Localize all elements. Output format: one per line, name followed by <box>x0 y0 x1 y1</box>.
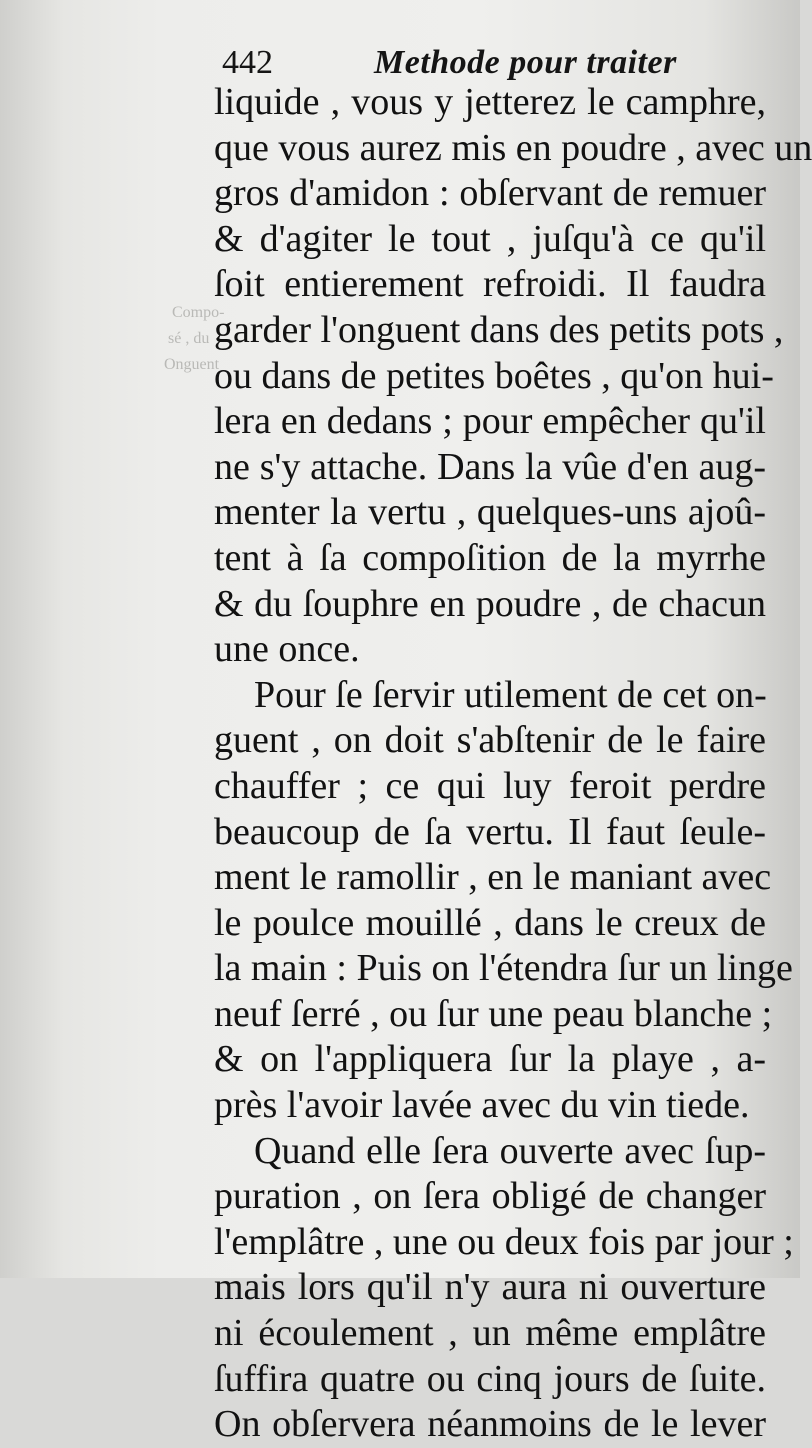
text-line: liquide , vous y jetterez le camphre, <box>214 81 766 123</box>
text-line: gros d'amidon : obſervant de remuer <box>214 172 766 215</box>
text-line: ment le ramollir , en le maniant avec <box>214 856 772 899</box>
paragraph <box>214 80 812 673</box>
paragraph <box>214 1129 794 1448</box>
text-line: près l'avoir lavée avec du vin tiede. <box>214 1084 750 1127</box>
text-line: neuf ſerré , ou ſur une peau blanche ; <box>214 992 773 1035</box>
body-text <box>214 80 812 1448</box>
text-line: le poulce mouillé , dans le creux de <box>214 901 766 944</box>
text-line: Quand elle ſera ouverte avec ſup- <box>254 1129 766 1172</box>
text-line: ne s'y attache. Dans la vûe d'en aug- <box>214 445 766 488</box>
paragraph <box>214 673 793 1129</box>
text-line: ou dans de petites boêtes , qu'on hui- <box>214 354 774 397</box>
page-number: 442 <box>222 44 273 81</box>
text-line: la main : Puis on l'étendra ſur un linge <box>214 947 793 990</box>
text-line: ni écoulement , un même emplâtre <box>214 1312 766 1355</box>
text-line: guent , on doit s'abſtenir de le faire <box>214 719 766 762</box>
text-line: & du ſouphre en poudre , de chacun <box>214 582 766 625</box>
text-line: & d'agiter le tout , juſqu'à ce qu'il <box>214 217 766 260</box>
text-line: une once. <box>214 628 360 671</box>
running-title: Methode pour traiter <box>374 44 677 81</box>
text-line: ſoit entierement refroidi. Il faudra <box>214 263 766 306</box>
text-line: Pour ſe ſervir utilement de cet on- <box>254 673 767 716</box>
text-line: mais lors qu'il n'y aura ni ouverture <box>214 1266 766 1309</box>
text-line: menter la vertu , quelques-uns ajoû- <box>214 491 766 534</box>
text-line: tent à ſa compoſition de la myrrhe <box>214 536 766 579</box>
text-line: l'emplâtre , une ou deux fois par jour ; <box>214 1220 794 1263</box>
text-line: & on l'appliquera ſur la playe , a- <box>214 1038 766 1081</box>
text-line: lera en dedans ; pour empêcher qu'il <box>214 400 766 443</box>
text-line: que vous aurez mis en poudre , avec un <box>214 126 812 169</box>
text-line: On obſervera néanmoins de le lever <box>214 1403 766 1446</box>
show-through-text: Compo- sé , du Onguent <box>164 304 225 373</box>
text-line: puration , on ſera obligé de changer <box>214 1175 766 1218</box>
text-line: beaucoup de ſa vertu. Il faut ſeule- <box>214 810 766 853</box>
text-line: chauffer ; ce qui luy feroit perdre <box>214 764 766 807</box>
text-line: ſuffira quatre ou cinq jours de ſuite. <box>214 1357 766 1400</box>
text-line: garder l'onguent dans des petits pots , <box>214 308 784 351</box>
